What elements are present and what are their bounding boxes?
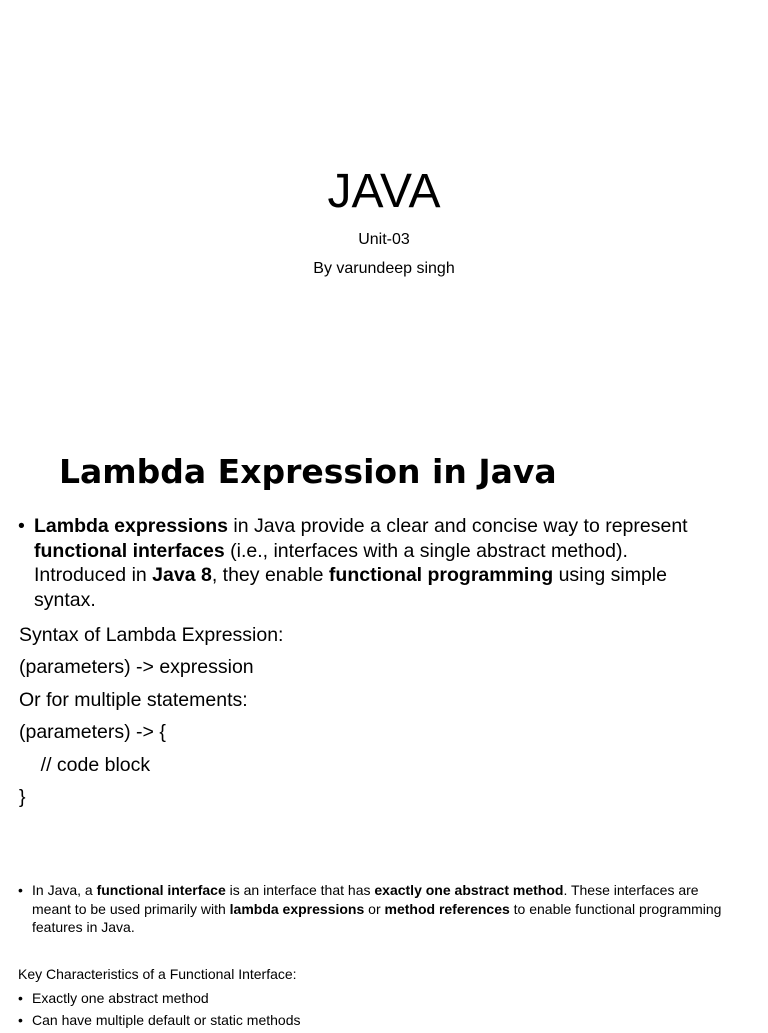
list-item-text: Exactly one abstract method xyxy=(32,990,209,1006)
bullet-text: In Java, a functional interface is an interface that has exactly one abstract method. These interfaces are meant to be used primarily with lambda expressions or method references to enable functional programming features in Java. xyxy=(32,882,722,935)
bold-term: method references xyxy=(384,900,510,917)
bullet-marker: • xyxy=(18,990,23,1006)
bold-term: functional interfaces xyxy=(34,539,225,562)
bullet-marker: • xyxy=(18,515,25,537)
bold-term: functional programming xyxy=(328,564,554,586)
unit-subtitle: Unit-03 xyxy=(358,231,410,248)
author-subtitle: By varundeep singh xyxy=(313,260,455,277)
lambda-slide xyxy=(0,400,768,840)
bold-term: Lambda expressions xyxy=(34,515,228,537)
bullet-marker: • xyxy=(18,1012,23,1028)
section-heading: Key Characteristics of a Functional Interface: xyxy=(18,966,297,982)
bullet-text: Lambda expressions in Java provide a clear and concise way to represent functional interfaces (i.e., interfaces with a single abstract method). Introduced in Java 8, they enable functional programming using simple syntax. xyxy=(34,515,688,611)
bold-term: lambda expressions xyxy=(229,900,365,917)
title-slide xyxy=(0,0,768,400)
bold-term: Java 8 xyxy=(152,564,212,586)
bullet-paragraph xyxy=(18,881,738,937)
syntax-line: Syntax of Lambda Expression: xyxy=(19,624,284,646)
list-item xyxy=(18,989,300,1011)
syntax-line: (parameters) -> { xyxy=(19,721,166,744)
syntax-line: // code block xyxy=(19,753,151,776)
syntax-line: } xyxy=(19,785,26,808)
characteristics-list xyxy=(18,989,300,1033)
syntax-line: (parameters) -> expression xyxy=(19,656,254,679)
list-item-text: Can have multiple default or static methods xyxy=(32,1012,301,1028)
page-title: JAVA xyxy=(327,165,441,218)
bold-term: exactly one abstract method xyxy=(374,882,564,898)
slide-heading: Lambda Expression in Java xyxy=(59,452,557,491)
syntax-block xyxy=(19,619,283,813)
functional-interface-slide xyxy=(0,840,768,1028)
bullet-marker: • xyxy=(18,882,23,898)
bold-term: functional interface xyxy=(96,882,226,898)
bullet-paragraph xyxy=(18,514,718,612)
syntax-line: Or for multiple statements: xyxy=(19,688,248,711)
list-item xyxy=(18,1011,300,1033)
